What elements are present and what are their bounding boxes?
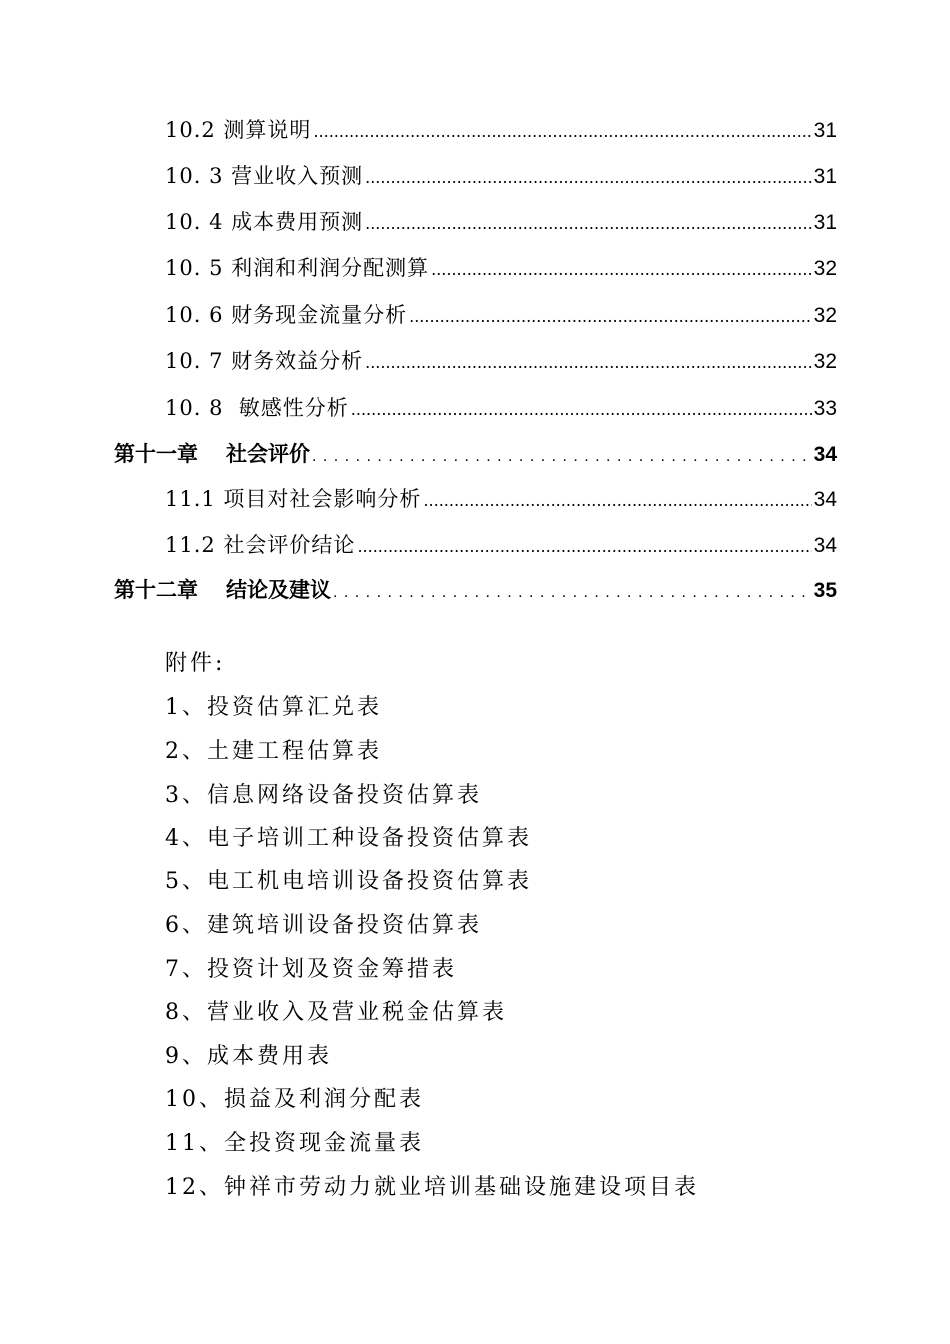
toc-chapter-number: 第十二章 [114,579,198,602]
toc-leader-dots [365,207,812,239]
toc-page-number: 31 [813,119,837,142]
toc-entry-label: 11.2 社会评价结论 [165,533,356,557]
toc-entry-label: 10. 6 财务现金流量分析 [165,303,408,327]
attachment-item: 7、投资计划及资金筹措表 [165,957,457,982]
toc-leader-dots [365,346,812,378]
toc-entry-10-2[interactable] [165,115,837,145]
attachments-heading: 附件: [165,651,226,676]
toc-entry-label: 10. 4 成本费用预测 [165,210,364,234]
toc-leader-dots [333,576,812,608]
toc-entry-10-4[interactable] [165,207,837,237]
toc-page-number: 32 [813,257,837,280]
toc-chapter-11[interactable] [114,440,837,470]
toc-leader-dots [351,393,812,425]
toc-leader-dots [423,484,811,516]
toc-page-number: 33 [813,397,837,420]
toc-entry-label: 10. 5 利润和利润分配测算 [165,256,430,280]
attachment-item: 6、建筑培训设备投资估算表 [165,913,482,938]
toc-leader-dots [409,300,812,332]
toc-entry-11-2[interactable] [165,530,837,560]
attachment-item: 11、全投资现金流量表 [165,1131,424,1156]
attachment-item: 2、土建工程估算表 [165,739,382,764]
toc-page-number: 34 [813,534,837,557]
attachment-item: 5、电工机电培训设备投资估算表 [165,869,532,894]
toc-leader-dots [313,115,811,147]
attachment-item: 4、电子培训工种设备投资估算表 [165,826,532,851]
attachment-item: 3、信息网络设备投资估算表 [165,783,482,808]
attachment-item: 8、营业收入及营业税金估算表 [165,1000,507,1025]
toc-page-number: 31 [813,211,837,234]
toc-page-number: 32 [813,304,837,327]
toc-chapter-label [114,576,331,606]
toc-leader-dots [365,161,812,193]
toc-leader-dots [431,253,812,285]
toc-chapter-number: 第十一章 [114,443,198,466]
toc-chapter-title: 社会评价 [226,443,310,466]
toc-entry-11-1[interactable] [165,484,837,514]
toc-entry-label: 11.1 项目对社会影响分析 [165,487,422,511]
toc-entry-10-5[interactable] [165,253,837,283]
attachment-item: 12、钟祥市劳动力就业培训基础设施建设项目表 [165,1175,699,1200]
attachment-item: 1、投资估算汇兑表 [165,695,382,720]
toc-entry-10-6[interactable] [165,300,837,330]
toc-entry-label: 10. 3 营业收入预测 [165,164,364,188]
toc-entry-10-8[interactable] [165,393,837,423]
toc-entry-label: 10. 8 敏感性分析 [165,396,349,420]
toc-leader-dots [357,530,811,562]
attachment-item: 10、损益及利润分配表 [165,1087,424,1112]
toc-page-number: 35 [813,579,837,602]
toc-entry-label: 10.2 测算说明 [165,118,312,142]
toc-entry-label: 10. 7 财务效益分析 [165,349,364,373]
toc-entry-10-7[interactable] [165,346,837,376]
toc-chapter-label [114,440,310,470]
toc-page-number: 34 [813,488,837,511]
attachment-item: 9、成本费用表 [165,1044,332,1069]
toc-leader-dots [312,440,812,472]
toc-entry-10-3[interactable] [165,161,837,191]
toc-page-number: 34 [813,443,837,466]
toc-chapter-12[interactable] [114,576,837,606]
toc-page-number: 31 [813,165,837,188]
toc-page-number: 32 [813,350,837,373]
toc-chapter-title: 结论及建议 [226,579,331,602]
